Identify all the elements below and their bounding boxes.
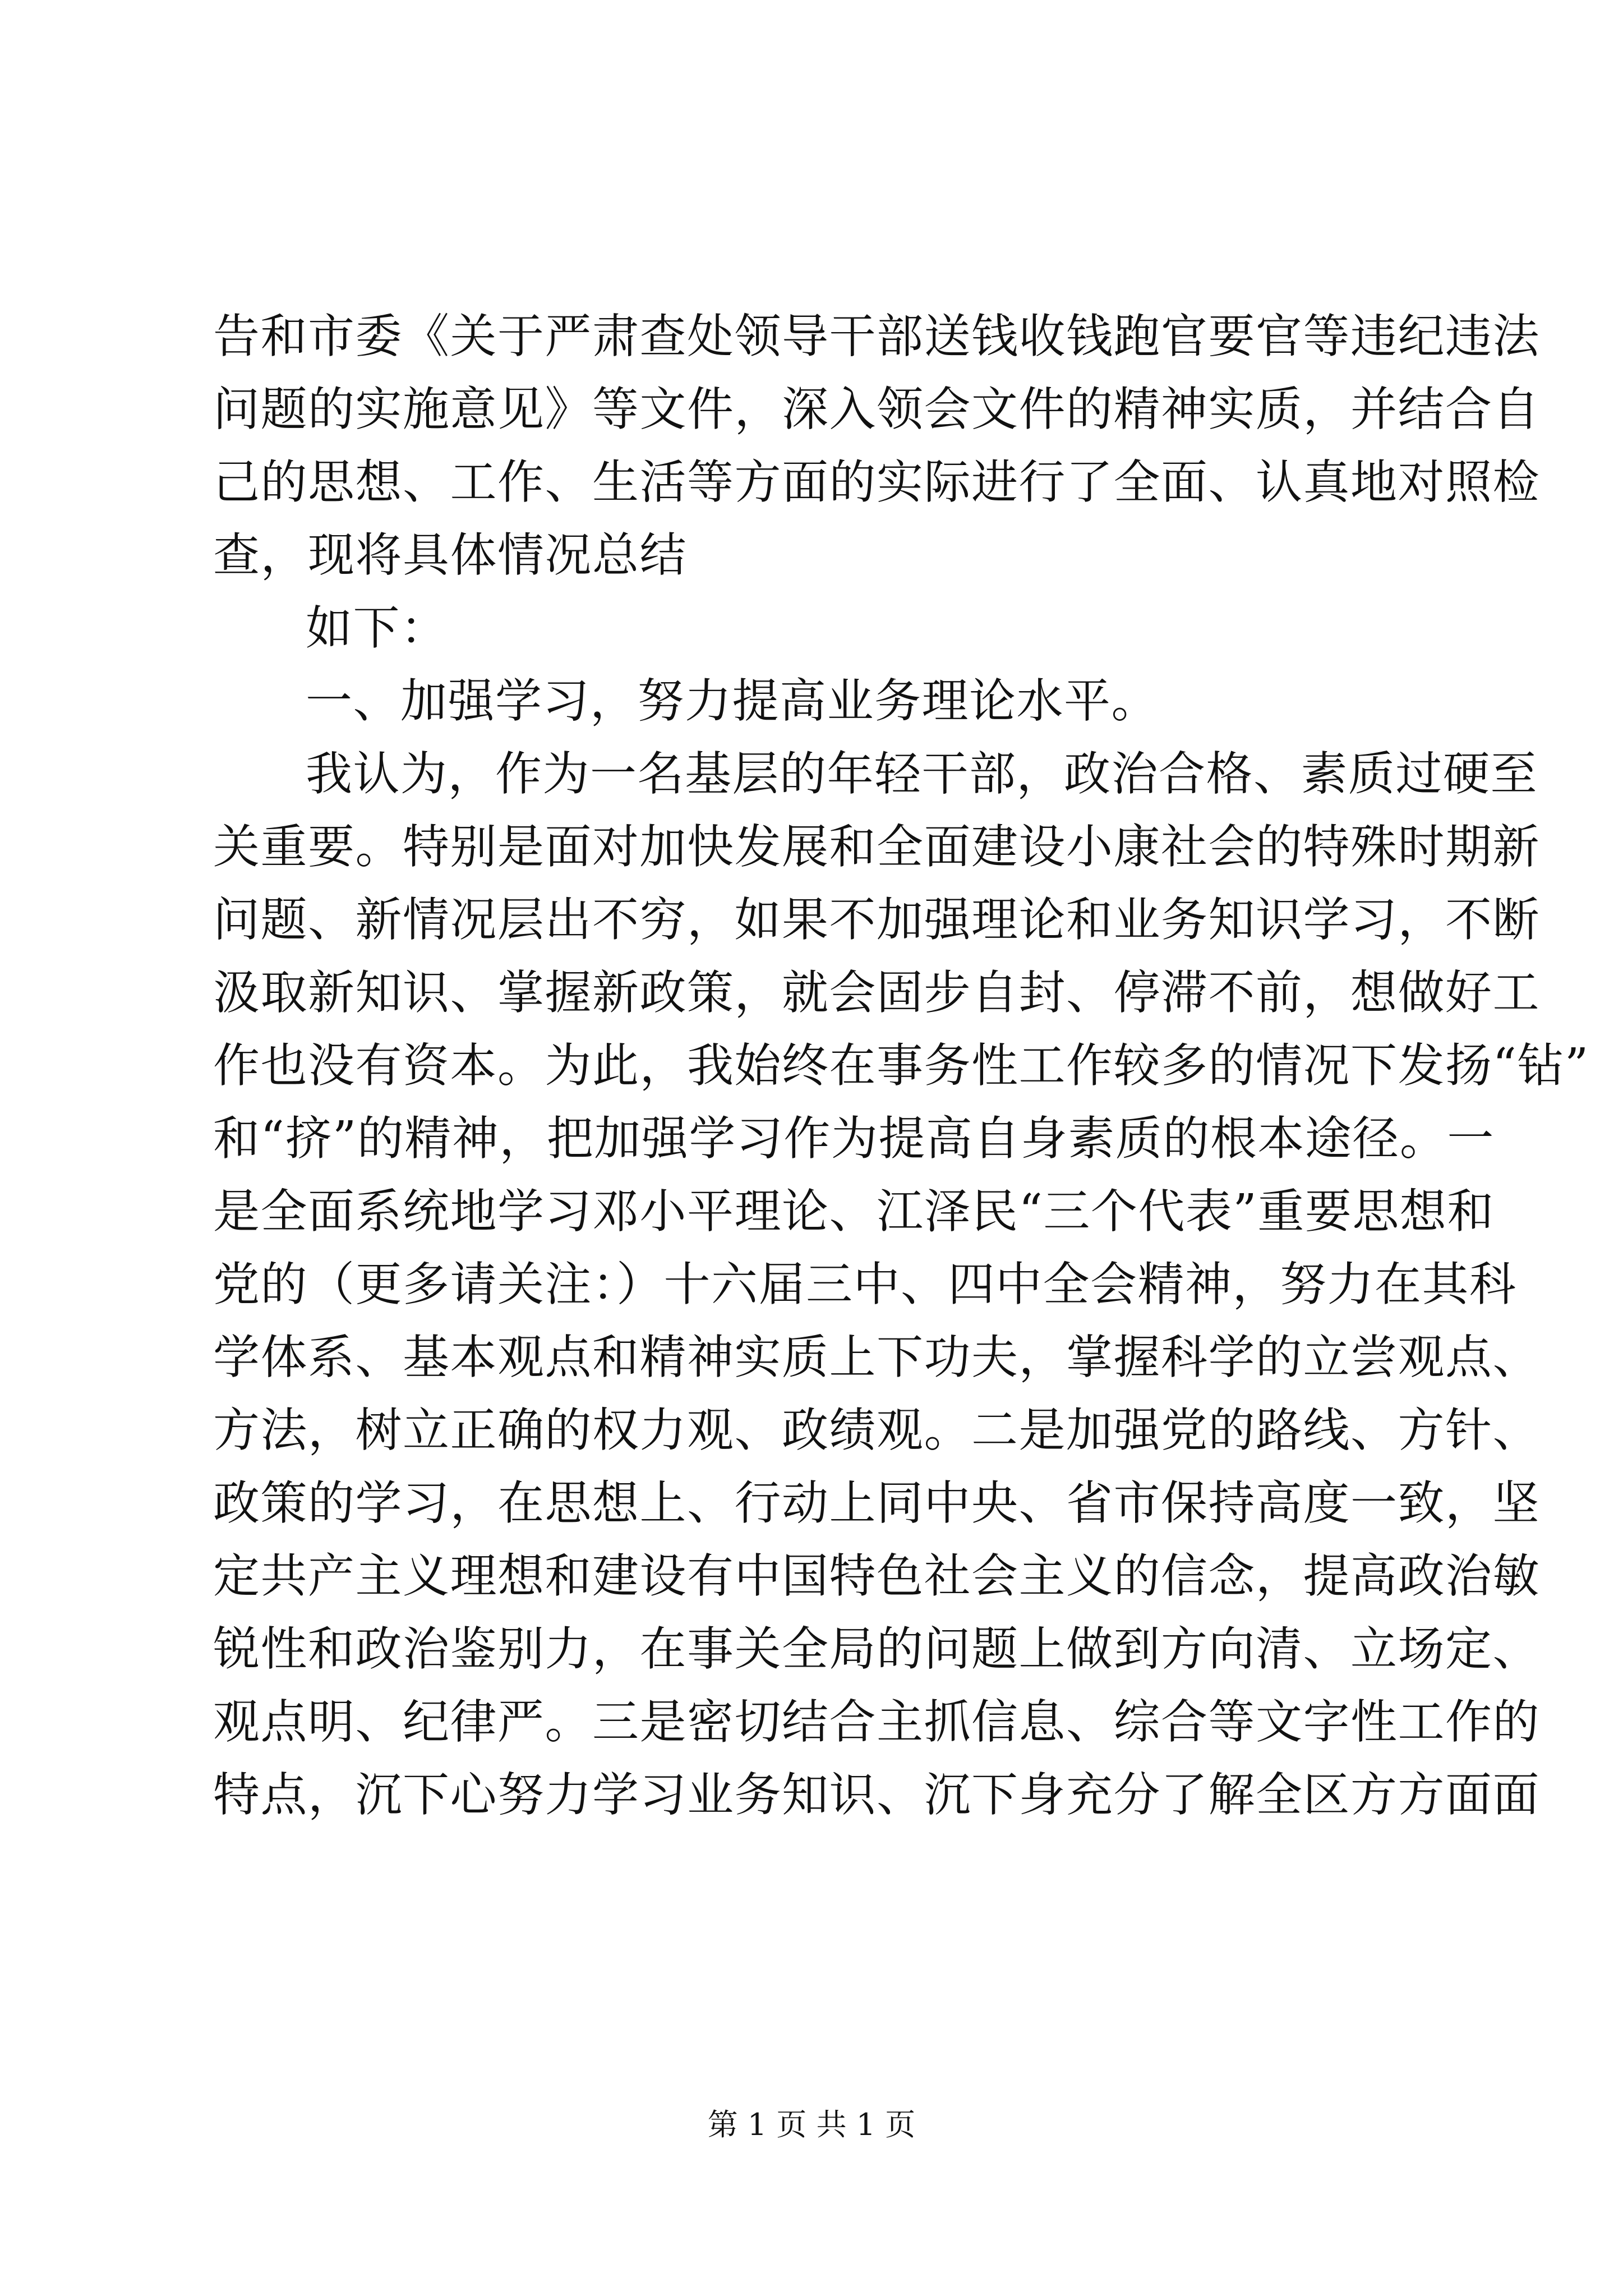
- text-line: 己的思想、工作、生活等方面的实际进行了全面、认真地对照检: [213, 455, 1540, 509]
- text-line: 特点，沉下心努力学习业务知识、沉下身充分了解全区方方面面: [213, 1768, 1540, 1822]
- text-line: 锐性和政治鉴别力，在事关全局的问题上做到方向清、立场定、: [213, 1622, 1540, 1676]
- text-line: 查，现将具体情况总结: [213, 528, 687, 582]
- text-line: 告和市委《关于严肃查处领导干部送钱收钱跑官要官等违纪违法: [213, 309, 1540, 364]
- page-number: 第 1 页 共 1 页: [707, 2107, 916, 2142]
- text-line: 问题的实施意见》等文件，深入领会文件的精神实质，并结合自: [213, 382, 1540, 436]
- text-line: 我认为，作为一名基层的年轻干部，政治合格、素质过硬至: [306, 747, 1538, 801]
- text-line: 定共产主义理想和建设有中国特色社会主义的信念，提高政治敏: [213, 1549, 1540, 1603]
- text-line: 汲取新知识、掌握新政策，就会固步自封、停滞不前，想做好工: [213, 965, 1540, 1020]
- text-line: 和“挤”的精神，把加强学习作为提高自身素质的根本途径。一: [213, 1111, 1495, 1166]
- text-line: 是全面系统地学习邓小平理论、江泽民“三个代表”重要思想和: [213, 1184, 1495, 1239]
- text-line: 政策的学习，在思想上、行动上同中央、省市保持高度一致，坚: [213, 1476, 1540, 1530]
- section-heading: 一、加强学习，努力提高业务理论水平。: [306, 674, 1159, 728]
- text-line: 学体系、基本观点和精神实质上下功夫，掌握科学的立尝观点、: [213, 1330, 1540, 1384]
- text-line: 作也没有资本。为此，我始终在事务性工作较多的情况下发扬“钻”: [213, 1038, 1589, 1093]
- text-line: 方法，树立正确的权力观、政绩观。二是加强党的路线、方针、: [213, 1403, 1540, 1457]
- text-line: 观点明、纪律严。三是密切结合主抓信息、综合等文字性工作的: [213, 1695, 1540, 1749]
- text-line: 问题、新情况层出不穷，如果不加强理论和业务知识学习，不断: [213, 892, 1540, 947]
- text-line: 关重要。特别是面对加快发展和全面建设小康社会的特殊时期新: [213, 820, 1540, 874]
- text-line: 党的（更多请关注：）十六届三中、四中全会精神，努力在其科: [213, 1257, 1517, 1312]
- text-line: 如下：: [306, 601, 448, 655]
